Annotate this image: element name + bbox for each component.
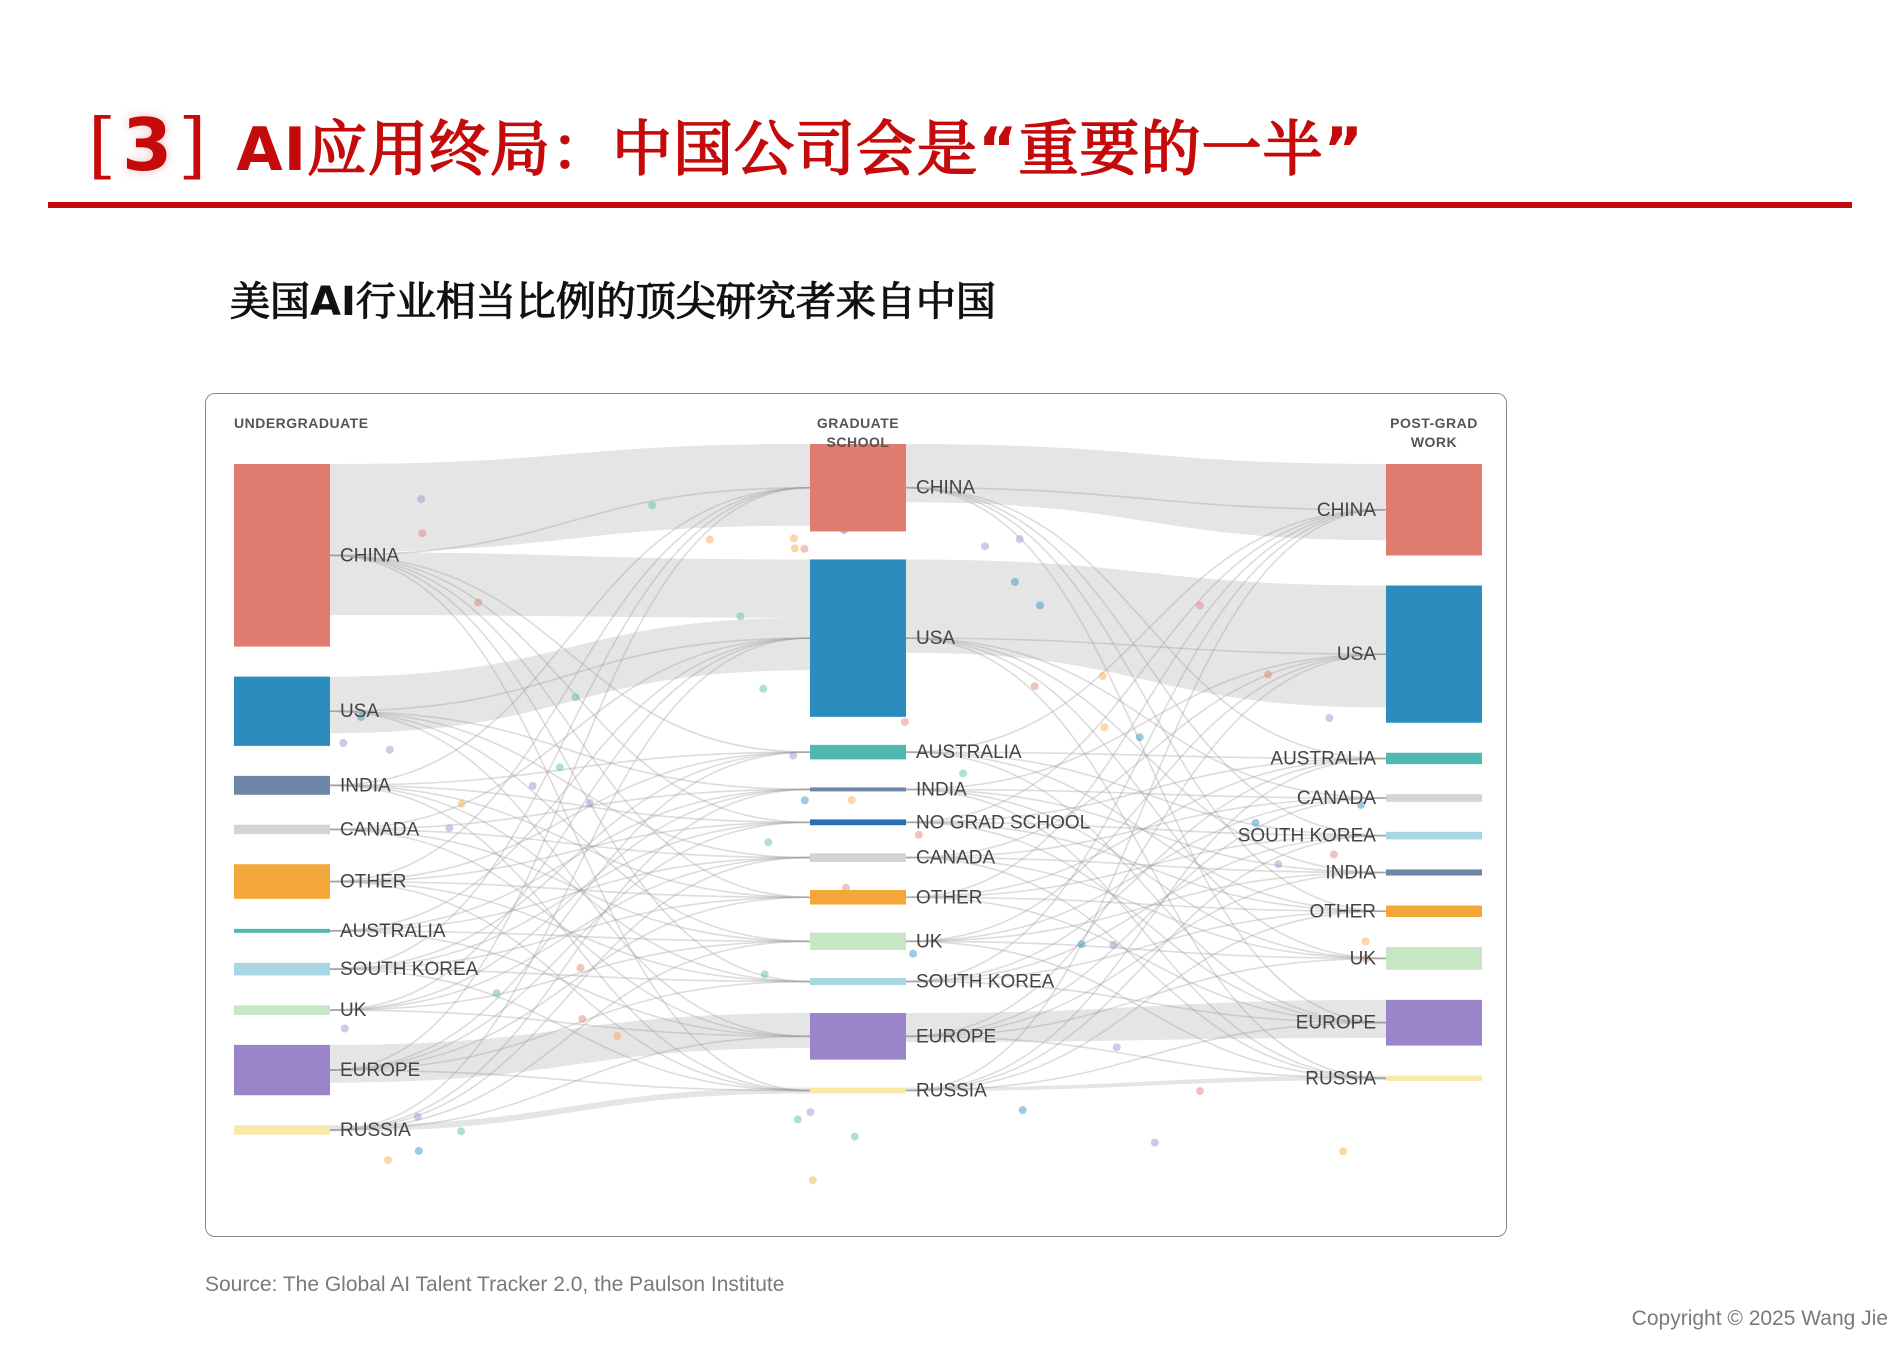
particle-dot xyxy=(1325,714,1333,722)
particle-dot xyxy=(1078,940,1086,948)
particle-dot xyxy=(959,769,967,777)
particle-dot xyxy=(761,970,769,978)
particle-dot xyxy=(341,1025,349,1033)
particle-dot xyxy=(1196,1087,1204,1095)
node-label: OTHER xyxy=(340,871,407,893)
particle-dot xyxy=(1264,670,1272,678)
particle-dot xyxy=(556,763,564,771)
node-label: RUSSIA xyxy=(1305,1068,1376,1090)
particle-dot xyxy=(493,989,501,997)
particle-dot xyxy=(474,599,482,607)
sankey-svg xyxy=(206,394,1506,1236)
node-label: USA xyxy=(340,701,380,723)
fine-connector-line xyxy=(906,941,1386,958)
particle-dot xyxy=(417,495,425,503)
node-bar-europe xyxy=(810,1013,906,1060)
node-label: RUSSIA xyxy=(340,1119,411,1141)
particle-dot xyxy=(801,796,809,804)
particle-dot xyxy=(809,1176,817,1184)
particle-dot xyxy=(1330,850,1338,858)
particle-dot xyxy=(1036,601,1044,609)
node-label: USA xyxy=(916,628,956,650)
fine-connector-line xyxy=(330,752,810,881)
node-bar-australia xyxy=(810,745,906,760)
particle-dot xyxy=(1019,1106,1027,1114)
stage-header: POST-GRAD xyxy=(1390,415,1478,431)
stage-header: WORK xyxy=(1410,434,1458,450)
node-label: UK xyxy=(340,1000,367,1022)
node-bar-india xyxy=(810,787,906,791)
node-label: SOUTH KOREA xyxy=(340,959,479,981)
node-label: CANADA xyxy=(340,819,420,841)
particle-dot xyxy=(613,1032,621,1040)
node-label: USA xyxy=(1336,644,1376,666)
node-bar-uk xyxy=(810,933,906,950)
node-label: AUSTRALIA xyxy=(1270,748,1376,770)
node-bar-europe xyxy=(234,1045,330,1095)
particle-dot xyxy=(1362,937,1370,945)
particle-dot xyxy=(578,1015,586,1023)
particle-dot xyxy=(791,544,799,552)
particle-dot xyxy=(800,545,808,553)
node-label: SOUTH KOREA xyxy=(1237,825,1376,847)
particle-dot xyxy=(386,746,394,754)
particle-dot xyxy=(1136,733,1144,741)
particle-dot xyxy=(1274,860,1282,868)
particle-dot xyxy=(1031,682,1039,690)
particle-dot xyxy=(1151,1139,1159,1147)
node-bar-south-korea xyxy=(1386,832,1482,840)
particle-dot xyxy=(445,824,453,832)
particle-dot xyxy=(577,964,585,972)
node-label: OTHER xyxy=(1309,901,1376,923)
particle-dot xyxy=(901,718,909,726)
node-bar-australia xyxy=(234,929,330,933)
node-bar-australia xyxy=(1386,753,1482,764)
node-label: CANADA xyxy=(916,847,996,869)
particle-dot xyxy=(415,1147,423,1155)
node-label: CANADA xyxy=(1296,788,1376,809)
particle-dot xyxy=(1011,578,1019,586)
section-number: 3 xyxy=(122,103,173,187)
node-label: INDIA xyxy=(340,775,391,797)
node-bar-canada xyxy=(1386,794,1482,802)
node-label: EUROPE xyxy=(916,1026,997,1048)
node-label: CHINA xyxy=(340,545,400,567)
node-label: CHINA xyxy=(916,477,976,499)
particle-dot xyxy=(737,612,745,620)
particle-dot xyxy=(418,529,426,537)
particle-dot xyxy=(789,752,797,760)
particle-dot xyxy=(794,1115,802,1123)
particle-dot xyxy=(1196,601,1204,609)
node-label: EUROPE xyxy=(1295,1012,1376,1034)
particle-dot xyxy=(1016,535,1024,543)
particle-dot xyxy=(1113,1043,1121,1051)
stage-header: SCHOOL xyxy=(826,434,890,450)
particle-dot xyxy=(572,693,580,701)
stage-header: GRADUATE xyxy=(816,415,900,431)
particle-dot xyxy=(586,799,594,807)
node-label: NO GRAD SCHOOL xyxy=(916,812,1091,834)
node-label: INDIA xyxy=(1325,862,1376,884)
particle-dot xyxy=(790,534,798,542)
particle-dot xyxy=(648,501,656,509)
node-bar-russia xyxy=(810,1088,906,1094)
particle-dot xyxy=(981,542,989,550)
node-label: SOUTH KOREA xyxy=(916,971,1055,993)
node-label: OTHER xyxy=(916,887,983,909)
particle-dot xyxy=(1100,723,1108,731)
particle-dot xyxy=(1109,941,1117,949)
particle-dot xyxy=(339,739,347,747)
node-bar-europe xyxy=(1386,1000,1482,1046)
particle-dot xyxy=(1099,672,1107,680)
node-bar-china xyxy=(234,464,330,647)
particle-dot xyxy=(414,1113,422,1121)
particle-dot xyxy=(759,685,767,693)
particle-dot xyxy=(706,536,714,544)
node-bar-india xyxy=(234,776,330,795)
node-bar-other xyxy=(1386,906,1482,917)
particle-dot xyxy=(1339,1147,1347,1155)
slide-header xyxy=(88,95,1364,195)
bracket-left: [ xyxy=(88,103,117,187)
node-bar-uk xyxy=(1386,947,1482,970)
node-label: UK xyxy=(1349,948,1376,970)
node-bar-canada xyxy=(810,853,906,862)
stage-header: UNDERGRADUATE xyxy=(234,415,369,431)
node-label: INDIA xyxy=(916,779,967,801)
node-label: RUSSIA xyxy=(916,1080,987,1102)
flow-band xyxy=(906,559,1386,707)
particle-dot xyxy=(384,1156,392,1164)
sankey-chart xyxy=(205,393,1507,1237)
node-bar-russia xyxy=(234,1125,330,1134)
node-bar-no-grad-school xyxy=(810,819,906,825)
particle-dot xyxy=(851,1133,859,1141)
node-bar-india xyxy=(1386,869,1482,875)
node-bar-usa xyxy=(1386,586,1482,723)
node-label: UK xyxy=(916,931,943,953)
particle-dot xyxy=(764,838,772,846)
node-label: AUSTRALIA xyxy=(916,742,1022,764)
source-note: Source: The Global AI Talent Tracker 2.0, the Paulson Institute xyxy=(205,1273,785,1296)
node-label: EUROPE xyxy=(340,1060,421,1082)
particle-dot xyxy=(457,1127,465,1135)
slide-title: AI应用终局：中国公司会是“重要的一半” xyxy=(236,115,1364,185)
node-bar-china xyxy=(810,444,906,531)
node-bar-other xyxy=(234,864,330,899)
particle-dot xyxy=(458,800,466,808)
node-bar-usa xyxy=(234,677,330,746)
node-bar-usa xyxy=(810,559,906,716)
node-bar-russia xyxy=(1386,1076,1482,1081)
node-bar-south-korea xyxy=(234,963,330,976)
copyright-note: Copyright © 2025 Wang Jie xyxy=(1631,1307,1888,1330)
node-bar-uk xyxy=(234,1005,330,1014)
node-bar-canada xyxy=(234,825,330,834)
title-divider xyxy=(48,202,1852,208)
node-bar-other xyxy=(810,890,906,905)
particle-dot xyxy=(807,1108,815,1116)
node-label: CHINA xyxy=(1316,499,1376,521)
particle-dot xyxy=(529,782,537,790)
node-bar-south-korea xyxy=(810,978,906,985)
particle-dot xyxy=(848,796,856,804)
bracket-right: ] xyxy=(178,103,207,187)
node-label: AUSTRALIA xyxy=(340,920,446,942)
chart-subtitle: 美国AI行业相当比例的顶尖研究者来自中国 xyxy=(230,279,996,325)
node-bar-china xyxy=(1386,464,1482,556)
